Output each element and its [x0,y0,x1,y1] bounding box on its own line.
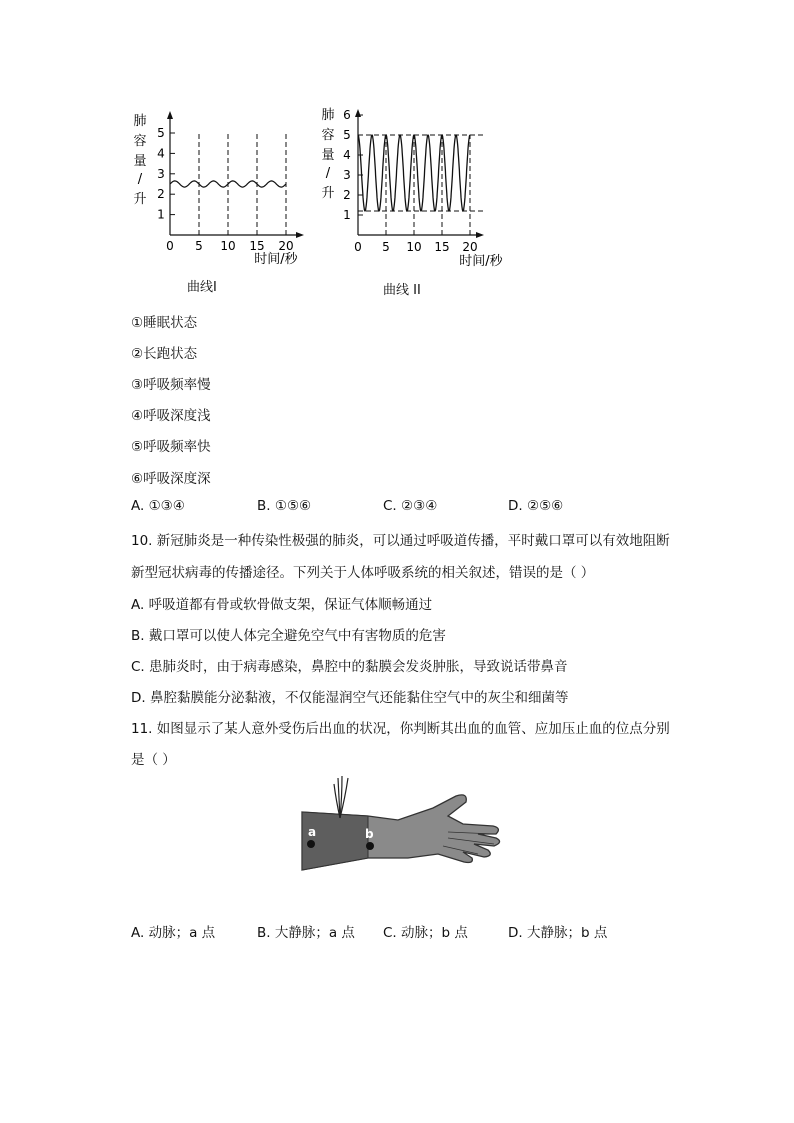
q10-stem: 新型冠状病毒的传播途径。下列关于人体呼吸系统的相关叙述，错误的是（ ） [131,565,595,581]
lung-volume-chart-1 [128,105,313,305]
lung-volume-chart-2 [316,103,516,303]
chart1-ylabel-char: / [137,172,143,187]
q9-item: ①睡眠状态 [131,315,198,331]
chart2-ytick-label: 6 [343,108,351,122]
q11-stem: 11. 如图显示了某人意外受伤后出血的状况，你判断其出血的血管、应加压止血的位点分别 [131,721,670,737]
chart1-xtick-label: 10 [220,239,236,253]
chart2-xtick-label: 15 [434,240,450,254]
q9-item: ③呼吸频率慢 [131,377,211,393]
chart1-xtick-label: 20 [278,239,294,253]
blood-spurt [334,776,348,818]
chart2-ylabel-char: 肺 [321,108,335,123]
chart1-x-arrow [296,232,304,238]
q11-option-c[interactable]: C. 动脉；b 点 [383,925,468,941]
q11-option-b[interactable]: B. 大静脉；a 点 [257,925,355,941]
chart2-xtick-label: 0 [354,240,362,254]
point-a-label: a [308,825,317,839]
chart2-ytick-label: 1 [343,208,351,222]
q10-option-b[interactable]: B. 戴口罩可以使人体完全避免空气中有害物质的危害 [131,628,446,644]
chart1-ytick-label: 1 [157,207,165,222]
chart1-ylabel-char: 升 [133,192,147,207]
q10-option-c[interactable]: C. 患肺炎时，由于病毒感染，鼻腔中的黏膜会发炎肿胀，导致说话带鼻音 [131,659,568,675]
chart2-x-arrow [476,232,484,238]
q10-option-a[interactable]: A. 呼吸道都有骨或软骨做支架，保证气体顺畅通过 [131,597,433,613]
point-b-marker[interactable] [366,842,374,850]
q10-option-d[interactable]: D. 鼻腔黏膜能分泌黏液，不仅能湿润空气还能黏住空气中的灰尘和细菌等 [131,690,569,706]
chart1-ylabel-char: 量 [133,154,147,169]
q11-option-a[interactable]: A. 动脉；a 点 [131,925,216,941]
chart1-ytick-label: 2 [157,187,165,202]
q9-option-d[interactable]: D. ②⑤⑥ [508,498,564,514]
bleeding-arm-illustration [298,772,523,874]
chart2-ytick-label: 4 [343,148,351,162]
chart2-ylabel-char: / [325,166,331,181]
chart1-ytick-label: 3 [157,166,165,181]
chart1-xtick-label: 0 [166,239,174,253]
chart1-caption: 曲线Ⅰ [187,280,217,295]
point-a-marker[interactable] [307,840,315,848]
chart2-ylabel-char: 容 [321,128,335,143]
chart2-xtick-label: 10 [406,240,422,254]
chart2-ytick-label: 3 [343,168,351,182]
chart2-xlabel: 时间/秒 [459,254,503,269]
chart2-caption: 曲线 II [383,283,421,298]
chart1-ylabel-char: 肺 [133,114,147,129]
q9-item: ④呼吸深度浅 [131,408,211,424]
chart2-xtick-label: 5 [382,240,390,254]
chart1-xtick-label: 5 [195,239,203,253]
q9-option-a[interactable]: A. ①③④ [131,498,185,514]
chart1-ytick-label: 5 [157,126,165,140]
chart2-ytick-label: 2 [343,188,351,202]
chart2-ylabel-char: 升 [321,186,335,201]
q9-item: ⑥呼吸深度深 [131,471,211,487]
q11-stem: 是（ ） [131,752,176,768]
q9-option-b[interactable]: B. ①⑤⑥ [257,498,312,514]
point-b-label: b [365,827,374,841]
chart2-ylabel [321,107,334,201]
chart2-y-arrow [355,109,361,117]
chart1-ylabel-char: 容 [133,134,147,149]
chart1-xtick-label: 15 [249,239,265,253]
q9-option-c[interactable]: C. ②③④ [383,498,438,514]
chart1-ylabel [133,113,146,207]
chart1-xlabel: 时间/秒 [254,252,298,267]
chart2-ylabel-char: 量 [321,148,335,163]
chart2-xtick-label: 20 [462,240,478,254]
q9-item: ②长跑状态 [131,346,198,362]
chart2-ytick-label: 5 [343,128,351,142]
chart1-y-arrow [167,111,173,119]
chart1-ytick-label: 4 [157,146,165,161]
q11-option-d[interactable]: D. 大静脉；b 点 [508,925,608,941]
q9-item: ⑤呼吸频率快 [131,439,211,455]
q10-stem: 10. 新冠肺炎是一种传染性极强的肺炎，可以通过呼吸道传播，平时戴口罩可以有效地阻断 [131,533,670,549]
